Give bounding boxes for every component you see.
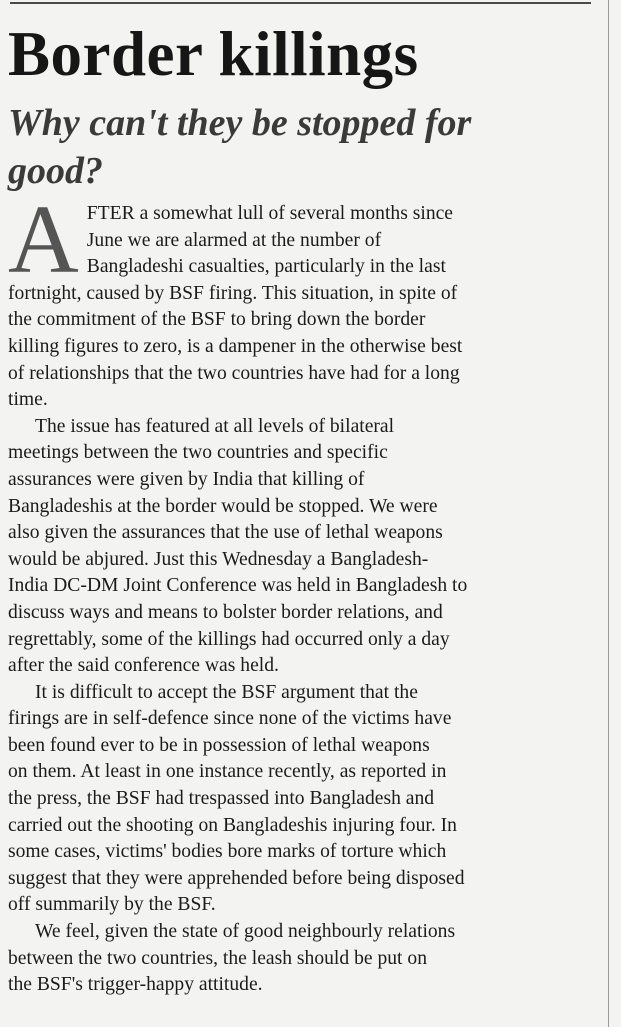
text-line: It is difficult to accept the BSF argument that the: [35, 681, 418, 703]
paragraph-1: [8, 186, 598, 414]
column-rule: [608, 0, 609, 1027]
text-line: the commitment of the BSF to bring down the border: [8, 309, 426, 331]
text-line: carried out the shooting on Bangladeshis injuring four. In: [8, 814, 457, 836]
text-line: suggest that they were apprehended before being disposed: [8, 867, 465, 889]
text-line: on them. At least in one instance recently, as reported in: [8, 761, 447, 783]
text-line: regrettably, some of the killings had occurred only a day: [8, 628, 450, 650]
paragraph-4: [8, 919, 598, 999]
text-line: off summarily by the BSF.: [8, 894, 216, 916]
text-line: after the said conference was held.: [8, 655, 279, 677]
text-line: of relationships that the two countries have had for a long: [8, 362, 460, 384]
subheadline: Why can't they be stopped for good?: [8, 102, 472, 192]
text-line: been found ever to be in possession of lethal weapons: [8, 734, 430, 756]
text-line: between the two countries, the leash should be put on: [8, 947, 427, 969]
drop-cap: A: [8, 186, 79, 294]
text-line: FTER a somewhat lull of several months since: [86, 203, 454, 224]
text-line: June we are alarmed at the number of: [86, 229, 382, 251]
text-line: India DC-DM Joint Conference was held in Bangladesh to: [8, 575, 468, 597]
text-line: killing figures to zero, is a dampener in the otherwise best: [8, 335, 463, 357]
text-line: also given the assurances that the use of lethal weapons: [8, 522, 443, 544]
text-line: the BSF's trigger-happy attitude.: [8, 974, 263, 996]
text-line: fortnight, caused by BSF firing. This situation, in spite of: [8, 282, 458, 304]
text-line: meetings between the two countries and specific: [8, 442, 388, 464]
text-line: assurances were given by India that killing of: [8, 468, 365, 490]
top-rule: [10, 2, 591, 4]
text-line: time.: [8, 389, 48, 411]
text-line: some cases, victims' bodies bore marks of torture which: [8, 841, 447, 863]
paragraph-3: [8, 680, 598, 919]
text-line: The issue has featured at all levels of bilateral: [35, 415, 395, 437]
text-line: firings are in self-defence since none of the victims have: [8, 708, 452, 730]
text-line: would be abjured. Just this Wednesday a Bangladesh-: [8, 548, 429, 570]
text-line: Bangladeshis at the border would be stopped. We were: [8, 495, 438, 517]
text-line: discuss ways and means to bolster border relations, and: [8, 601, 443, 623]
article-body: [8, 186, 598, 999]
text-line: Bangladeshi casualties, particularly in the last: [86, 256, 446, 278]
paragraph-2: [8, 414, 598, 680]
headline: Border killings: [8, 19, 419, 89]
text-line: We feel, given the state of good neighbourly relations: [35, 921, 456, 943]
text-line: the press, the BSF had trespassed into Bangladesh and: [8, 788, 435, 810]
